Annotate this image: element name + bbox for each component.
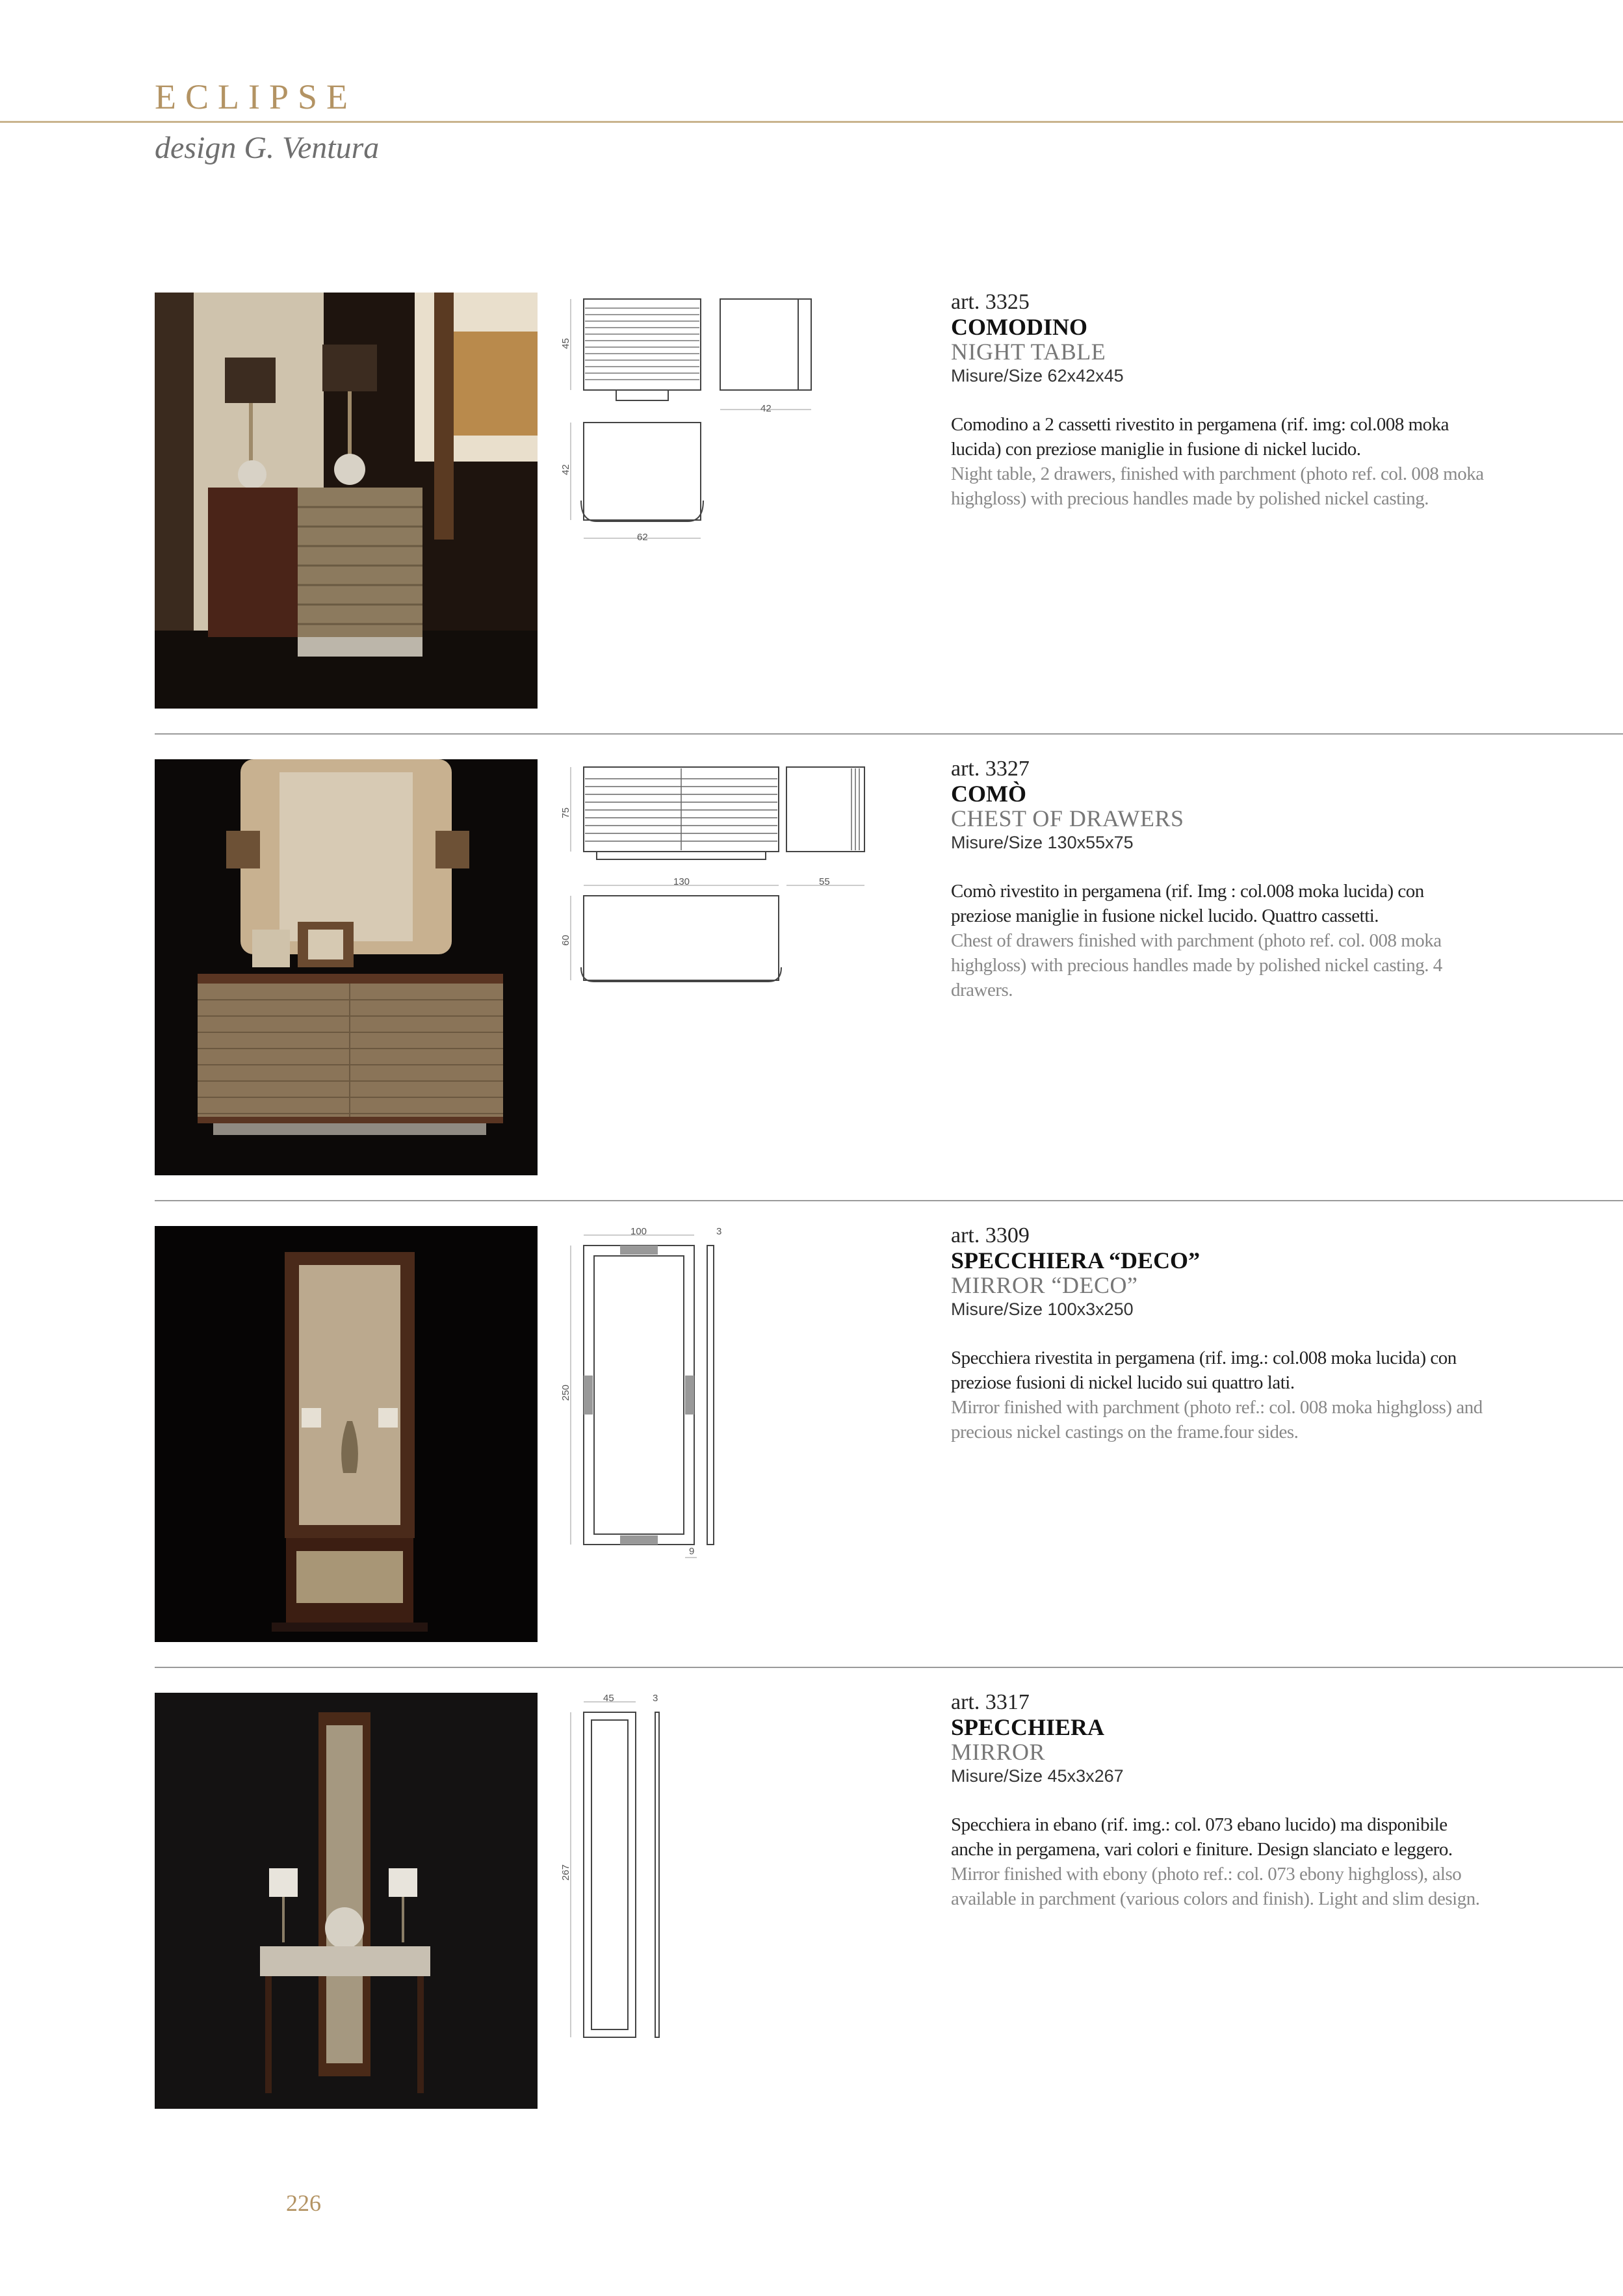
dim-plan-depth-label: 60 — [560, 935, 571, 946]
night-table-photo — [155, 293, 538, 709]
product-size: Misure/Size 100x3x250 — [951, 1299, 1134, 1319]
dim-depth-label: 42 — [760, 403, 772, 414]
product-size: Misure/Size 45x3x267 — [951, 1766, 1124, 1786]
product-name: COMÒ — [951, 781, 1026, 807]
description-it: Comodino a 2 cassetti rivestito in pergamena (rif. img: col.008 moka lucida) con preziose maniglie in fusione di nickel lucido. — [951, 414, 1449, 460]
product-name-en: MIRROR — [951, 1739, 1046, 1765]
dim-frame-label: 9 — [689, 1546, 695, 1557]
dim-height-label: 267 — [560, 1864, 572, 1881]
brand-title: ECLIPSE — [155, 77, 357, 116]
dim-height-label: 45 — [560, 338, 571, 349]
chest-of-drawers-photo — [155, 759, 538, 1175]
product-name-en: MIRROR “DECO” — [951, 1272, 1138, 1298]
dim-width-label: 130 — [673, 876, 690, 887]
dim-width-label: 100 — [630, 1226, 647, 1237]
article-number: art. 3317 — [951, 1690, 1030, 1714]
designer-credit: design G. Ventura — [155, 131, 380, 165]
night-table-drawing — [558, 293, 896, 709]
section-divider — [155, 733, 1623, 735]
mirror-drawing — [558, 1693, 896, 2109]
section-divider — [155, 1200, 1623, 1201]
product-size: Misure/Size 130x55x75 — [951, 833, 1134, 852]
article-number: art. 3327 — [951, 757, 1030, 781]
mirror-deco-info — [951, 1223, 1484, 1444]
dim-depth-label: 3 — [653, 1693, 658, 1704]
description-en: Chest of drawers finished with parchment (photo ref. col. 008 moka highgloss) with precious handles made by polished nickel casting. 4 drawers. — [951, 930, 1442, 1000]
mirror-deco-drawing — [558, 1226, 896, 1642]
header-divider — [0, 121, 1623, 123]
product-size: Misure/Size 62x42x45 — [951, 366, 1124, 385]
description-it: Specchiera in ebano (rif. img.: col. 073 ebano lucido) ma disponibile anche in pergamena, vari colori e finiture. Design slanciato e leggero. — [951, 1814, 1453, 1860]
mirror-info — [951, 1690, 1484, 1911]
chest-of-drawers-info — [951, 757, 1484, 1002]
article-number: art. 3309 — [951, 1223, 1030, 1247]
dim-depth-label: 3 — [716, 1226, 722, 1237]
product-name-en: CHEST OF DRAWERS — [951, 805, 1184, 831]
description-en: Mirror finished with parchment (photo ref.: col. 008 moka highgloss) and precious nickel castings on the frame.four sides. — [951, 1397, 1483, 1442]
section-divider — [155, 1667, 1623, 1668]
product-name-en: NIGHT TABLE — [951, 339, 1106, 365]
product-name: COMODINO — [951, 314, 1087, 340]
product-name: SPECCHIERA — [951, 1714, 1105, 1740]
dim-height-label: 75 — [560, 807, 571, 818]
description-en: Night table, 2 drawers, finished with parchment (photo ref. col. 008 moka highgloss) with precious handles made by polished nickel casting. — [951, 463, 1484, 509]
dim-height-label: 250 — [560, 1384, 572, 1402]
product-name: SPECCHIERA “DECO” — [951, 1247, 1201, 1273]
dim-width-label: 62 — [637, 532, 648, 543]
page-number: 226 — [286, 2190, 321, 2216]
chest-of-drawers-drawing — [558, 759, 896, 1175]
dim-width-label: 45 — [603, 1693, 614, 1704]
dim-depth-plan-label: 42 — [560, 464, 571, 475]
article-number: art. 3325 — [951, 290, 1030, 314]
dim-depth-label: 55 — [819, 876, 830, 887]
night-table-info — [951, 290, 1484, 511]
mirror-deco-photo — [155, 1226, 538, 1642]
description-it: Comò rivestito in pergamena (rif. Img : col.008 moka lucida) con preziose maniglie in fusione nickel lucido. Quattro cassetti. — [951, 881, 1424, 926]
description-en: Mirror finished with ebony (photo ref.: col. 073 ebony highgloss), also available in parchment (various colors and finish). Light and slim design. — [951, 1864, 1480, 1909]
description-it: Specchiera rivestita in pergamena (rif. img.: col.008 moka lucida) con preziose fusioni di nickel lucido sui quattro lati. — [951, 1348, 1457, 1393]
mirror-photo — [155, 1693, 538, 2109]
